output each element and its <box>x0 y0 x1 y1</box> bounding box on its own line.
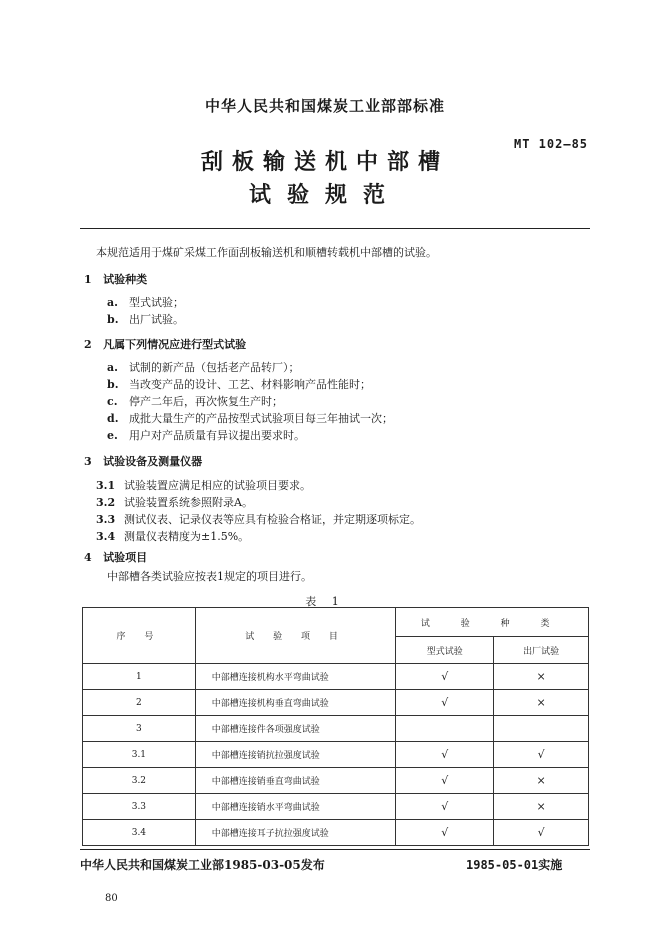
intro-paragraph: 本规范适用于煤矿采煤工作面刮板输送机和顺槽转载机中部槽的试验。 <box>96 246 437 259</box>
seq-cell: 3.3 <box>83 794 196 820</box>
footer-rule <box>80 849 590 850</box>
item-cell: 中部槽连接销垂直弯曲试验 <box>195 768 396 794</box>
item-cell: 中部槽连接销抗拉强度试验 <box>195 742 396 768</box>
col-header-item: 试 验 项 目 <box>195 608 396 664</box>
list-item: c. 停产二年后，再次恢复生产时； <box>107 395 283 408</box>
list-item: 3.3 测试仪表、记录仪表等应具有检验合格证，并定期逐项标定。 <box>96 513 421 526</box>
section-title: 试验种类 <box>103 273 148 286</box>
test-items-table <box>82 607 589 846</box>
standard-code: MT 102—85 <box>514 137 589 151</box>
table-caption: 表 1 <box>305 595 345 608</box>
section-1-heading <box>84 273 147 286</box>
item-cell: 中部槽连接销水平弯曲试验 <box>195 794 396 820</box>
table-row <box>83 716 589 742</box>
table-row <box>83 768 589 794</box>
issuing-authority: 中华人民共和国煤炭工业部部标准 <box>204 97 445 115</box>
list-item: 3.4 测量仪表精度为±1.5%。 <box>96 530 250 543</box>
factory-test-mark: √ <box>494 820 589 846</box>
table-row <box>83 820 589 846</box>
section-number: 3 <box>84 455 92 468</box>
header-rule <box>80 228 590 229</box>
factory-test-mark: × <box>494 794 589 820</box>
type-test-mark: √ <box>396 664 494 690</box>
factory-test-mark: × <box>494 664 589 690</box>
col-header-type-test: 型式试验 <box>396 637 494 664</box>
type-test-mark: √ <box>396 742 494 768</box>
type-test-mark: √ <box>396 690 494 716</box>
section-number: 4 <box>84 551 92 564</box>
document-title-line1: 刮板输送机中部槽 <box>200 149 449 175</box>
item-cell: 中部槽连接件各项强度试验 <box>195 716 396 742</box>
list-item: d. 成批大量生产的产品按型式试验项目每三年抽试一次； <box>107 412 393 425</box>
list-item: e. 用户对产品质量有异议提出要求时。 <box>107 429 305 442</box>
item-cell: 中部槽连接机构垂直弯曲试验 <box>195 690 396 716</box>
list-item: 3.1 试验装置应满足相应的试验项目要求。 <box>96 479 311 492</box>
list-item: a. 试制的新产品（包括老产品转厂）； <box>107 361 300 374</box>
item-cell: 中部槽连接耳子抗拉强度试验 <box>195 820 396 846</box>
table-row <box>83 690 589 716</box>
list-item: b. 出厂试验。 <box>107 313 184 326</box>
page-number: 80 <box>105 893 118 904</box>
factory-test-mark: √ <box>494 742 589 768</box>
document-title-line2: 试验规范 <box>248 182 401 208</box>
seq-cell: 3 <box>83 716 196 742</box>
table-row <box>83 794 589 820</box>
type-test-mark: √ <box>396 820 494 846</box>
section-4-heading <box>84 551 147 564</box>
seq-cell: 2 <box>83 690 196 716</box>
factory-test-mark: × <box>494 768 589 794</box>
seq-cell: 3.1 <box>83 742 196 768</box>
section-title: 试验设备及测量仪器 <box>103 455 203 468</box>
section-4-text: 中部槽各类试验应按表1规定的项目进行。 <box>107 570 312 583</box>
factory-test-mark <box>494 716 589 742</box>
type-test-mark: √ <box>396 794 494 820</box>
issue-date: 中华人民共和国煤炭工业部1985-03-05发布 <box>80 858 325 872</box>
type-test-mark: √ <box>396 768 494 794</box>
table-row <box>83 742 589 768</box>
effective-date: 1985-05-01实施 <box>466 858 563 872</box>
section-title: 凡属下列情况应进行型式试验 <box>103 338 247 351</box>
col-header-seq: 序 号 <box>83 608 196 664</box>
section-2-heading <box>84 338 246 351</box>
type-test-mark <box>396 716 494 742</box>
section-3-heading <box>84 455 202 468</box>
item-cell: 中部槽连接机构水平弯曲试验 <box>195 664 396 690</box>
list-item: 3.2 试验装置系统参照附录A。 <box>96 496 253 509</box>
seq-cell: 3.2 <box>83 768 196 794</box>
section-number: 2 <box>84 338 92 351</box>
col-header-factory-test: 出厂试验 <box>494 637 589 664</box>
list-item: b. 当改变产品的设计、工艺、材料影响产品性能时； <box>107 378 371 391</box>
list-item: a. 型式试验； <box>107 296 184 309</box>
section-title: 试验项目 <box>103 551 148 564</box>
col-header-test-type: 试 验 种 类 <box>396 608 589 637</box>
seq-cell: 3.4 <box>83 820 196 846</box>
seq-cell: 1 <box>83 664 196 690</box>
factory-test-mark: × <box>494 690 589 716</box>
table-row <box>83 664 589 690</box>
section-number: 1 <box>84 273 92 286</box>
